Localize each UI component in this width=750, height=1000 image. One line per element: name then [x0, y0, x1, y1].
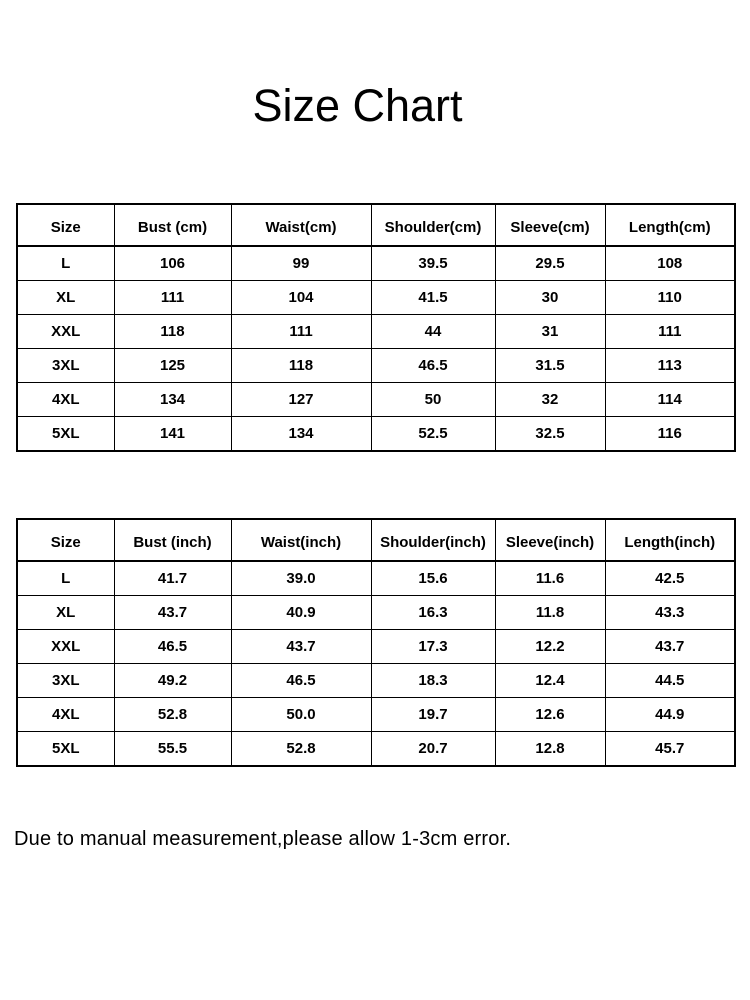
- measurement-cell: 104: [231, 281, 371, 315]
- measurement-cell: 114: [605, 383, 735, 417]
- measurement-cell: 12.4: [495, 664, 605, 698]
- measurement-cell: 12.8: [495, 732, 605, 767]
- table-row: [17, 596, 735, 630]
- size-label-cell: 5XL: [17, 417, 114, 452]
- size-label-cell: L: [17, 246, 114, 281]
- table-header-row: [17, 204, 735, 246]
- measurement-cell: 11.6: [495, 561, 605, 596]
- column-header: Waist(inch): [231, 519, 371, 561]
- size-label-cell: 5XL: [17, 732, 114, 767]
- size-table-inch: [16, 518, 736, 767]
- measurement-cell: 134: [231, 417, 371, 452]
- measurement-cell: 118: [231, 349, 371, 383]
- table-header-row: [17, 519, 735, 561]
- measurement-cell: 46.5: [371, 349, 495, 383]
- measurement-cell: 43.3: [605, 596, 735, 630]
- size-table-cm: [16, 203, 736, 452]
- size-label-cell: XXL: [17, 315, 114, 349]
- measurement-cell: 44: [371, 315, 495, 349]
- table-row: [17, 561, 735, 596]
- measurement-cell: 141: [114, 417, 231, 452]
- measurement-cell: 32: [495, 383, 605, 417]
- measurement-cell: 113: [605, 349, 735, 383]
- table-row: [17, 630, 735, 664]
- measurement-cell: 41.5: [371, 281, 495, 315]
- measurement-cell: 55.5: [114, 732, 231, 767]
- measurement-cell: 134: [114, 383, 231, 417]
- measurement-cell: 20.7: [371, 732, 495, 767]
- table-row: [17, 281, 735, 315]
- column-header: Length(inch): [605, 519, 735, 561]
- measurement-cell: 31.5: [495, 349, 605, 383]
- measurement-cell: 50.0: [231, 698, 371, 732]
- measurement-cell: 11.8: [495, 596, 605, 630]
- size-label-cell: L: [17, 561, 114, 596]
- column-header: Sleeve(inch): [495, 519, 605, 561]
- measurement-cell: 106: [114, 246, 231, 281]
- size-label-cell: XXL: [17, 630, 114, 664]
- column-header: Size: [17, 204, 114, 246]
- size-label-cell: 4XL: [17, 698, 114, 732]
- measurement-cell: 39.0: [231, 561, 371, 596]
- table-row: [17, 698, 735, 732]
- measurement-cell: 52.8: [231, 732, 371, 767]
- measurement-cell: 30: [495, 281, 605, 315]
- column-header: Shoulder(cm): [371, 204, 495, 246]
- measurement-cell: 29.5: [495, 246, 605, 281]
- measurement-cell: 118: [114, 315, 231, 349]
- table-row: [17, 417, 735, 452]
- table-row: [17, 732, 735, 767]
- column-header: Size: [17, 519, 114, 561]
- measurement-cell: 12.2: [495, 630, 605, 664]
- measurement-cell: 40.9: [231, 596, 371, 630]
- measurement-cell: 111: [605, 315, 735, 349]
- measurement-cell: 15.6: [371, 561, 495, 596]
- measurement-cell: 42.5: [605, 561, 735, 596]
- measurement-cell: 43.7: [114, 596, 231, 630]
- size-label-cell: XL: [17, 596, 114, 630]
- size-label-cell: XL: [17, 281, 114, 315]
- measurement-cell: 125: [114, 349, 231, 383]
- measurement-cell: 50: [371, 383, 495, 417]
- measurement-cell: 49.2: [114, 664, 231, 698]
- measurement-cell: 12.6: [495, 698, 605, 732]
- size-label-cell: 3XL: [17, 664, 114, 698]
- column-header: Waist(cm): [231, 204, 371, 246]
- measurement-cell: 127: [231, 383, 371, 417]
- measurement-cell: 108: [605, 246, 735, 281]
- table-row: [17, 664, 735, 698]
- measurement-cell: 46.5: [231, 664, 371, 698]
- size-label-cell: 3XL: [17, 349, 114, 383]
- column-header: Bust (inch): [114, 519, 231, 561]
- page-title: Size Chart: [252, 80, 463, 131]
- measurement-cell: 52.5: [371, 417, 495, 452]
- measurement-cell: 110: [605, 281, 735, 315]
- measurement-cell: 19.7: [371, 698, 495, 732]
- measurement-note: Due to manual measurement,please allow 1-3cm error.: [14, 828, 512, 850]
- size-label-cell: 4XL: [17, 383, 114, 417]
- measurement-cell: 52.8: [114, 698, 231, 732]
- measurement-cell: 111: [231, 315, 371, 349]
- measurement-cell: 31: [495, 315, 605, 349]
- measurement-cell: 32.5: [495, 417, 605, 452]
- measurement-cell: 44.5: [605, 664, 735, 698]
- measurement-cell: 46.5: [114, 630, 231, 664]
- measurement-cell: 99: [231, 246, 371, 281]
- table-row: [17, 383, 735, 417]
- measurement-cell: 39.5: [371, 246, 495, 281]
- measurement-cell: 43.7: [605, 630, 735, 664]
- column-header: Shoulder(inch): [371, 519, 495, 561]
- column-header: Length(cm): [605, 204, 735, 246]
- table-row: [17, 315, 735, 349]
- table-row: [17, 349, 735, 383]
- measurement-cell: 16.3: [371, 596, 495, 630]
- measurement-cell: 111: [114, 281, 231, 315]
- measurement-cell: 18.3: [371, 664, 495, 698]
- column-header: Sleeve(cm): [495, 204, 605, 246]
- measurement-cell: 45.7: [605, 732, 735, 767]
- table-row: [17, 246, 735, 281]
- measurement-cell: 17.3: [371, 630, 495, 664]
- measurement-cell: 41.7: [114, 561, 231, 596]
- measurement-cell: 116: [605, 417, 735, 452]
- column-header: Bust (cm): [114, 204, 231, 246]
- measurement-cell: 44.9: [605, 698, 735, 732]
- measurement-cell: 43.7: [231, 630, 371, 664]
